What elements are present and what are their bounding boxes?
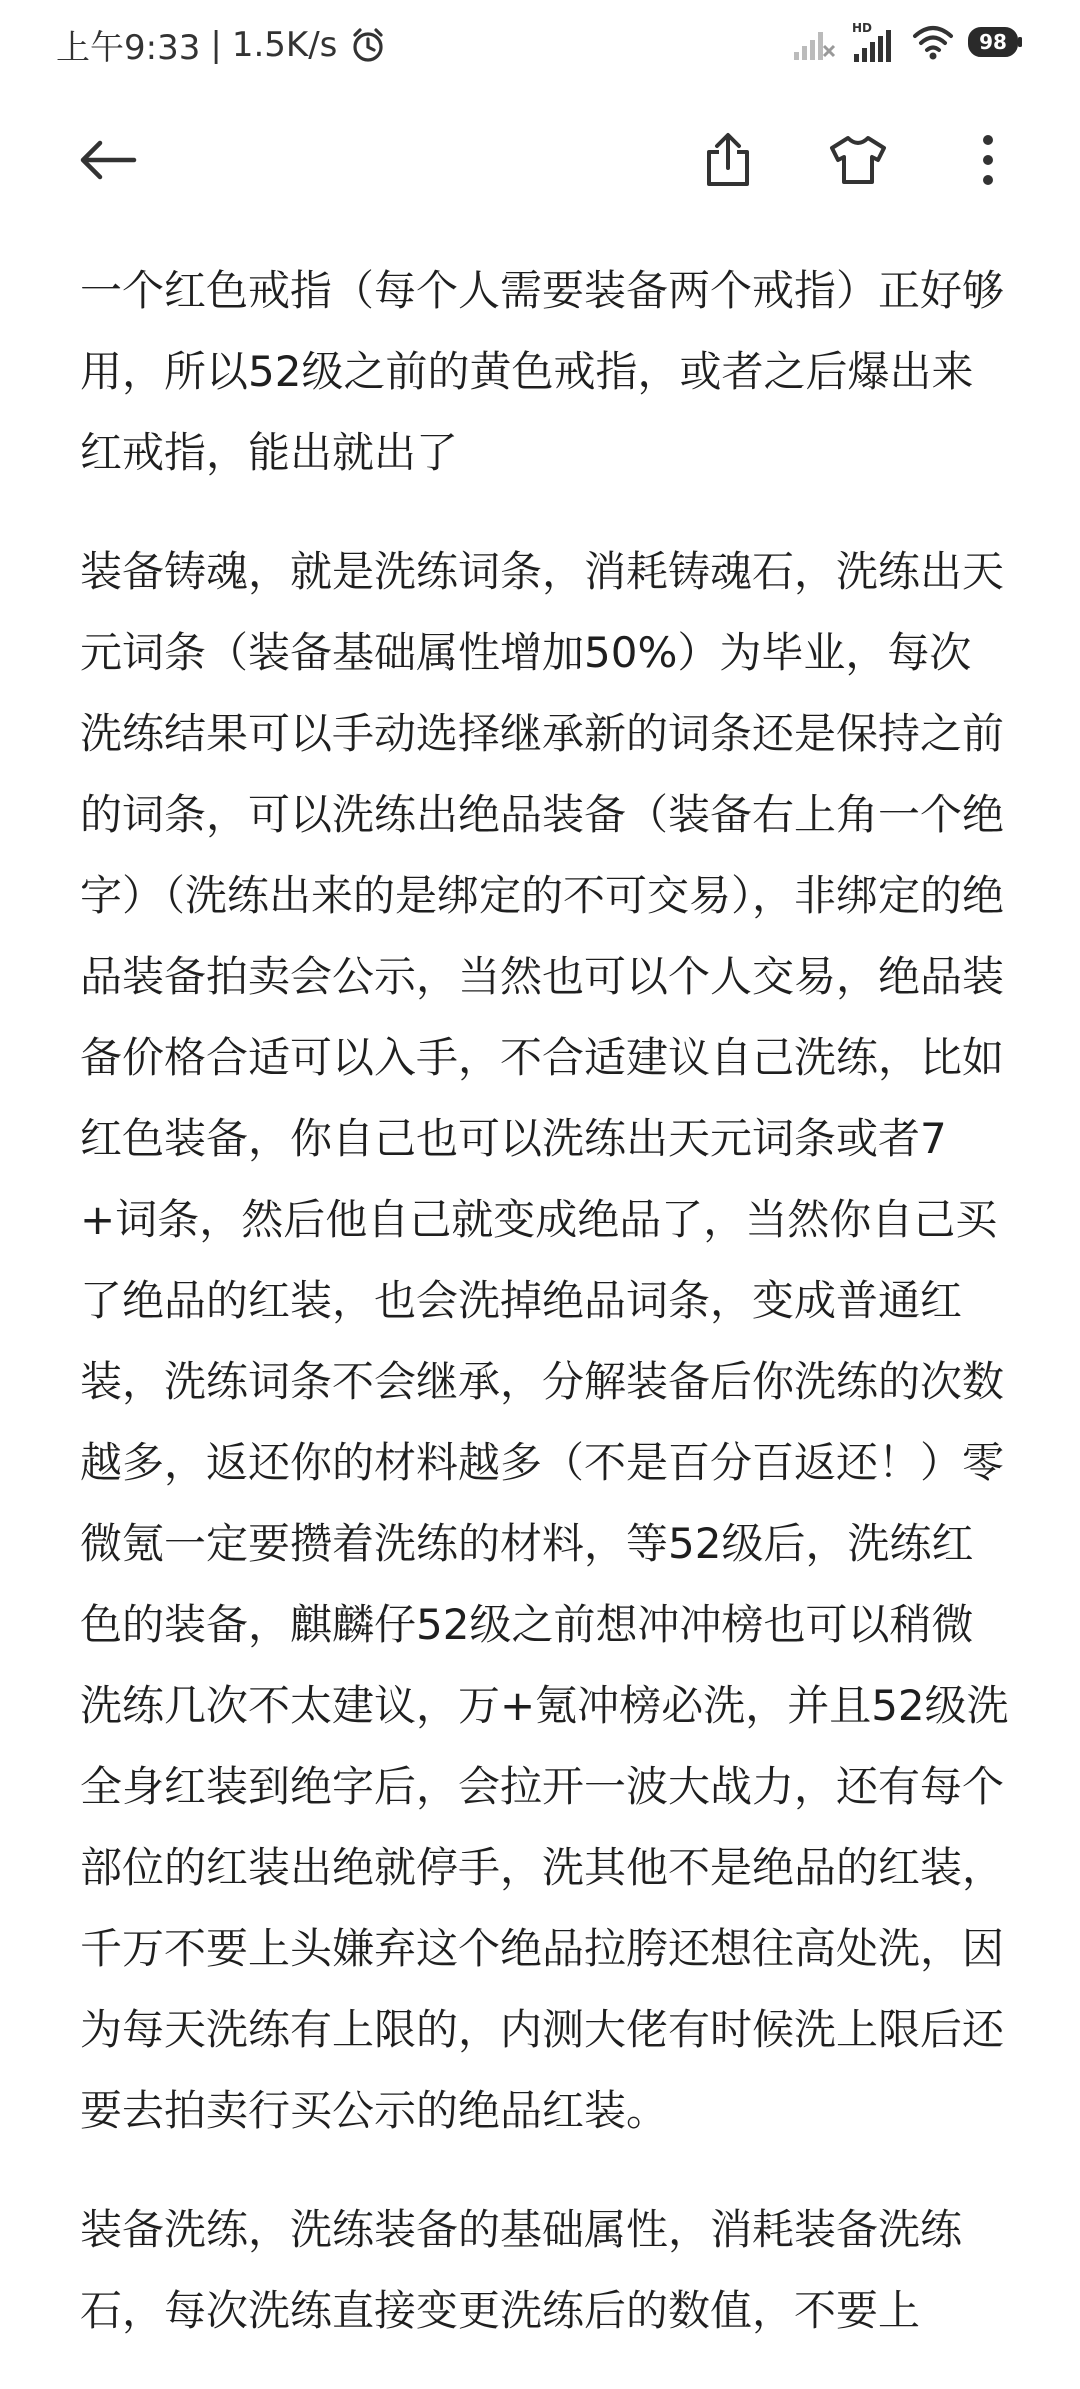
app-bar: [0, 110, 1080, 210]
battery-level: 98: [979, 30, 1007, 54]
wifi-icon: [912, 22, 954, 62]
back-arrow-icon: [78, 138, 138, 186]
network-speed: 1.5K/s: [231, 24, 338, 65]
status-time: 上午9:33: [56, 28, 201, 68]
signal-x-icon: [792, 22, 836, 62]
tshirt-icon: [828, 134, 888, 190]
article-body: [80, 250, 1010, 2389]
share-button[interactable]: [696, 130, 760, 194]
article-paragraph: 装备洗练，洗练装备的基础属性，消耗装备洗练石，每次洗练直接变更洗练后的数值，不要上: [80, 2205, 963, 2335]
hd-label: HD: [852, 21, 873, 35]
battery-icon: [968, 26, 1024, 58]
hd-signal-icon: [850, 20, 898, 64]
alarm-icon: [349, 26, 387, 64]
status-separator: |: [210, 24, 222, 65]
theme-button[interactable]: [826, 130, 890, 194]
back-button[interactable]: [76, 130, 140, 194]
share-icon: [703, 132, 753, 192]
more-vert-icon: [980, 134, 996, 190]
status-left: [56, 20, 387, 69]
article-paragraph: 装备铸魂，就是洗练词条，消耗铸魂石，洗练出天元词条（装备基础属性增加50%）为毕业，每次洗练结果可以手动选择继承新的词条还是保持之前的词条，可以洗练出绝品装备（装备右上角一个绝字）（洗练出来的是绑定的不可交易），非绑定的绝品装备拍卖会公示，当然也可以个人交易，绝品装备价格合适可以入手，不合适建议自己洗练，比如红色装备，你自己也可以洗练出天元词条或者7+词条，然后他自己就变成绝品了，当然你自己买了绝品的红装，也会洗掉绝品词条，变成普通红装，洗练词条不会继承，分解装备后你洗练的次数越多，返还你的材料越多（不是百分百返还！）零微氪一定要攒着洗练的材料，等52级后，洗练红色的装备，麒麟仔52级之前想冲冲榜也可以稍微洗练几次不太建议，万+氪冲榜必洗，并且52级洗全身红装到绝字后，会拉开一波大战力，还有每个部位的红装出绝就停手，洗其他不是绝品的红装，千万不要上头嫌弃这个绝品拉胯还想往高处洗，因为每天洗练有上限的，内测大佬有时候洗上限后还要去拍卖行买公示的绝品红装。: [80, 547, 1009, 2135]
status-right: [792, 20, 1024, 64]
status-bar: [0, 0, 1080, 90]
more-button[interactable]: [956, 130, 1020, 194]
article-paragraph: 一个红色戒指（每个人需要装备两个戒指）正好够用，所以52级之前的黄色戒指，或者之后爆出来红戒指，能出就出了: [80, 266, 1005, 477]
